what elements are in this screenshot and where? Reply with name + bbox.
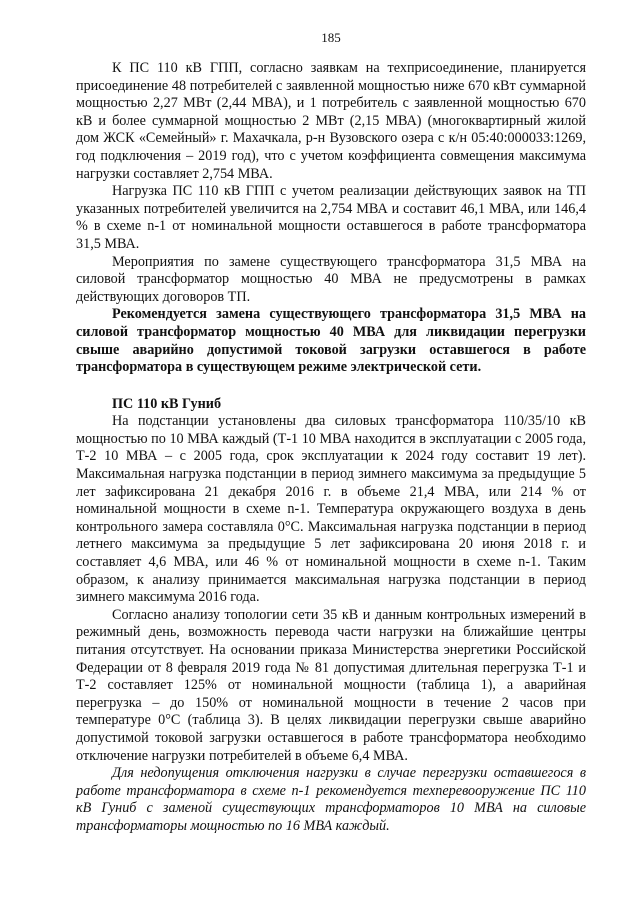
paragraph-gunib-recommendation: Для недопущения отключения нагрузки в случае перегрузки оставшегося в работе трансформатора в схеме n-1 рекомендуется техперевооружение ПС 110 кВ Гуниб с заменой существующих трансформаторов 10 МВА на силовые трансформаторы мощностью по 16 МВА каждый.: [76, 765, 586, 834]
paragraph-gunib-transformers: На подстанции установлены два силовых трансформатора 110/35/10 кВ мощностью по 10 МВА каждый (Т-1 10 МВА находится в эксплуатации с 2005 года, Т-2 10 МВА – с 2005 года, срок эксплуатации к 2024 году составит 19 лет). Максимальная нагрузка подстанции в период зимнего максимума за предыдущие 5 лет зафиксирована 21 декабря 2016 г. в объеме 21,4 МВА, или 214 % от номинальной мощности в схеме n-1. Температура окружающего воздуха в день контрольного замера составляла 0°С. Максимальная нагрузка подстанции в период летнего максимума за предыдущие 5 лет зафиксирована 20 июня 2018 г. и составляет 4,6 МВА, или 46 % от номинальной мощности в схеме n-1. Таким образом, к анализу принимается максимальная нагрузка подстанции в период зимнего максимума 2016 года.: [76, 413, 586, 606]
section-heading-gunib: ПС 110 кВ Гуниб: [112, 395, 222, 412]
paragraph-gpp-recommendation: Рекомендуется замена существующего трансформатора 31,5 МВА на силовой трансформатор мощностью 40 МВА для ликвидации перегрузки свыше аварийно допустимой токовой загрузки оставшегося в работе трансформатора в существующем режиме электрической сети.: [76, 306, 586, 376]
paragraph-gpp-load: Нагрузка ПС 110 кВ ГПП с учетом реализации действующих заявок на ТП указанных потребителей увеличится на 2,754 МВА и составит 46,1 МВА, или 146,4 % в схеме n-1 от номинальной мощности оставшегося в работе трансформатора 31,5 МВА.: [76, 183, 586, 252]
page-number: 185: [321, 30, 341, 45]
paragraph-gpp-measures: Мероприятия по замене существующего трансформатора 31,5 МВА на силовой трансформатор мощностью 40 МВА не предусмотрены в рамках действующих договоров ТП.: [76, 253, 586, 305]
paragraph-gunib-topology: Согласно анализу топологии сети 35 кВ и данным контрольных измерений в режимный день, возможность перевода части нагрузки на ближайшие центры питания отсутствует. На основании приказа Министерства энергетики Российской Федерации от 8 февраля 2019 года № 81 допустимая длительная перегрузка Т-1 и Т-2 составляет 125% от номинальной мощности (таблица 1), а аварийная перегрузка – до 150% от номинальной мощности в течение 2 часов при температуре 0°С (таблица 3). В целях ликвидации перегрузки свыше аварийно допустимой токовой загрузки оставшегося в работе трансформатора необходимо отключение нагрузки потребителей в объеме 6,4 МВА.: [76, 606, 586, 764]
paragraph-gpp-connections: К ПС 110 кВ ГПП, согласно заявкам на техприсоединение, планируется присоединение 48 потребителей с заявленной мощностью ниже 670 кВт суммарной мощностью 2,27 МВт (2,44 МВА), и 1 потребитель с заявленной мощностью 670 кВ и более суммарной мощностью 2 МВт (2,15 МВА) (многоквартирный жилой дом ЖСК «Семейный» г. Махачкала, р-н Вузовского озера с к/н 05:40:000033:1269, год подключения – 2019 год), что с учетом коэффициента совмещения максимума нагрузки составляет 2,754 МВА.: [76, 60, 586, 182]
